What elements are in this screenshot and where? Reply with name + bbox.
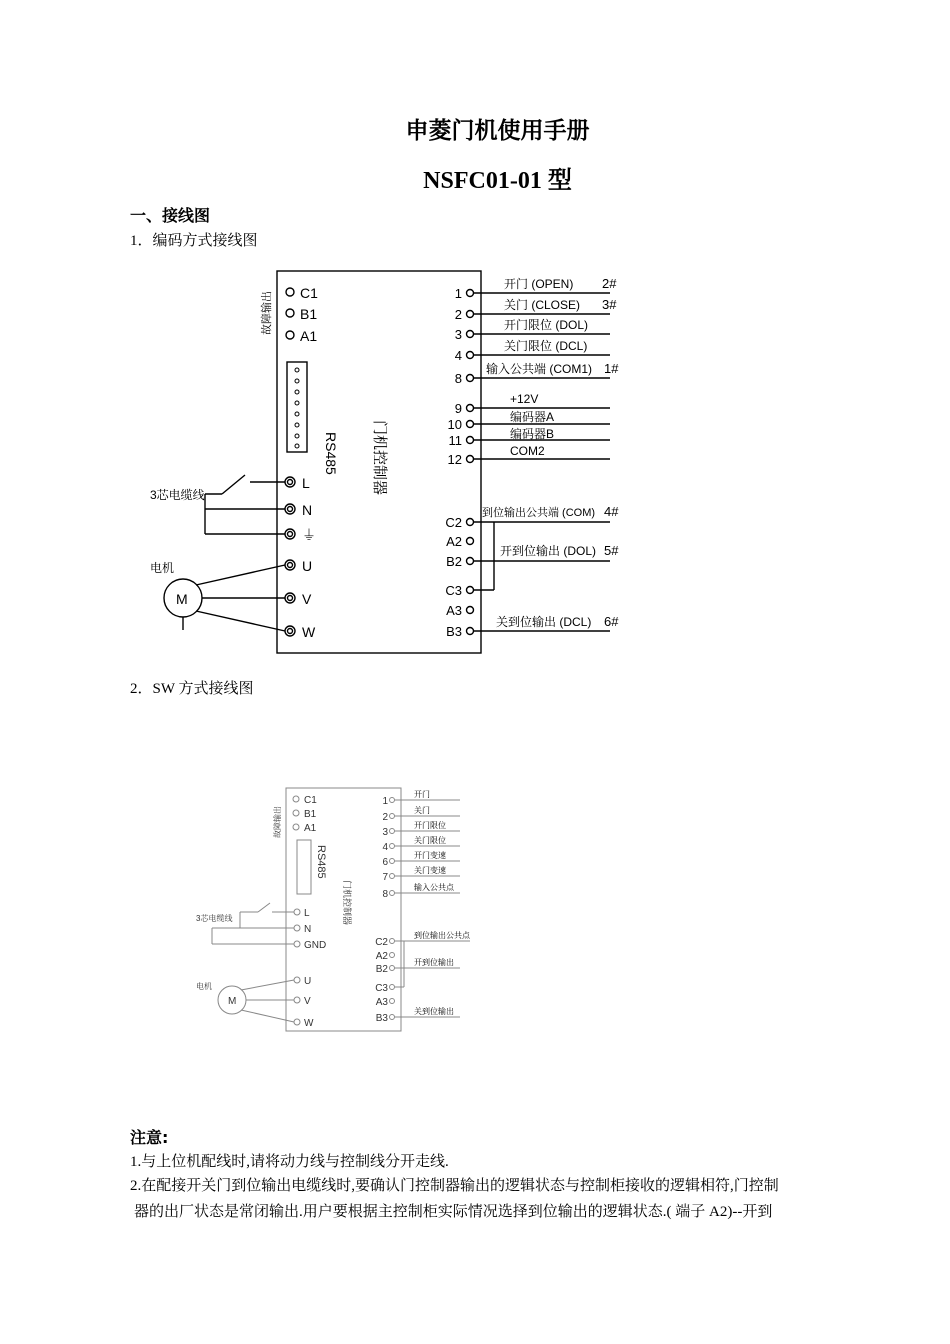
t2-b3: B3 [375,1013,388,1024]
term-3: 3 [454,327,462,342]
label-w: W [302,624,316,640]
term-1: 1 [454,286,462,301]
l2-close-speed: 关门变速 [414,866,446,875]
label-com1: 输入公共端 (COM1) [486,362,592,376]
num-1: 1# [604,361,619,376]
motor-label-m: M [176,591,188,607]
controller2-label: 门机控制器 [342,880,352,926]
term-9: 9 [454,401,462,416]
l2-out-com: 到位输出公共点 [414,931,470,940]
l2-open-speed: 开门变速 [414,851,446,860]
motor2-m: M [228,996,237,1007]
subsection-encoder: 1．编码方式接线图 [130,233,258,249]
l2-close: 关门 [414,806,430,815]
l2-com: 输入公共点 [414,883,454,892]
term-a3: A3 [446,603,462,618]
term-c3: C3 [445,583,462,598]
t2-8: 8 [382,889,388,900]
label2-l: L [304,908,310,919]
t2-3: 3 [382,827,388,838]
note-1: 1.与上位机配线时,请将动力线与控制线分开走线. [130,1154,449,1170]
motor-label: 电机 [150,561,175,575]
label-dcl: 关门限位 (DCL) [504,339,588,353]
num-4: 4# [604,504,619,519]
label2-w: W [304,1018,314,1029]
label2-gnd: GND [304,940,327,951]
label-close: 关门 (CLOSE) [504,298,581,312]
model-title: NSFC01-01 型 [423,168,572,194]
l2-dcl: 关门限位 [414,836,446,845]
note-2 [130,1173,870,1225]
term-c2: C2 [445,515,462,530]
l2-open: 开门 [414,790,430,799]
fault-output-label: 故障输出 [261,291,273,335]
document-title: 申菱门机使用手册 [405,118,590,144]
label-12v: +12V [510,392,539,406]
label2-v: V [304,996,311,1007]
l2-out-dol: 开到位输出 [414,958,454,967]
label-dol: 开门限位 (DOL) [504,318,589,332]
num-3: 3# [602,297,617,312]
label-com2: COM2 [510,444,545,458]
rs485-connector-2 [297,840,311,894]
t2-b2: B2 [375,964,388,975]
motor2-label: 电机 [196,982,212,991]
label-c1: C1 [300,285,318,301]
label2-a1: A1 [304,823,317,834]
t2-c3: C3 [375,983,388,994]
num-6: 6# [604,614,619,629]
label-encoder-b: 编码器B [510,427,555,441]
t2-a3: A3 [375,997,388,1008]
term-b2: B2 [446,554,462,569]
fault2-label: 故障输出 [273,806,282,838]
num-5: 5# [604,543,619,558]
label-u: U [302,558,313,574]
section-heading: 一、接线图 [130,206,211,225]
label-v: V [302,591,312,607]
term-b3: B3 [446,624,462,639]
controller-label: 门机控制器 [371,420,388,496]
term-10: 10 [447,417,462,432]
rs485-2-label: RS485 [315,845,327,879]
label2-u: U [304,976,312,987]
t2-a2: A2 [375,951,388,962]
t2-2: 2 [382,812,388,823]
t2-4: 4 [382,842,388,853]
l2-out-dcl: 关到位输出 [414,1007,454,1016]
cable2-label: 3芯电缆线 [196,914,233,923]
term-8: 8 [454,371,462,386]
label2-c1: C1 [304,795,317,806]
t2-7: 7 [382,872,388,883]
label-out-dcl: 关到位输出 (DCL) [496,615,592,629]
label-out-dol: 开到位输出 (DOL) [500,544,597,558]
term-a2: A2 [446,534,462,549]
label-a1: A1 [300,328,318,344]
label2-b1: B1 [304,809,317,820]
note-2-line-1: 2.在配接开关门到位输出电缆线时,要确认门控制器输出的逻辑状态与控制柜接收的逻辑相符,门控制 [130,1178,779,1194]
notes-heading: 注意: [130,1128,169,1147]
label-n: N [302,502,313,518]
label-open: 开门 (OPEN) [504,277,574,291]
t2-1: 1 [382,796,388,807]
l2-dol: 开门限位 [414,821,446,830]
num-2: 2# [602,276,617,291]
label-l: L [302,475,310,491]
label2-n: N [304,924,312,935]
term-2: 2 [454,307,462,322]
label-b1: B1 [300,306,318,322]
term-4: 4 [454,348,462,363]
label-encoder-a: 编码器A [510,410,555,424]
subsection-sw: 2．SW 方式接线图 [130,681,254,697]
cable-label: 3芯电缆线 [150,488,205,502]
note-2-line-2: 器的出厂状态是常闭输出.用户要根据主控制柜实际情况选择到位输出的逻辑状态.( 端子 A2)--开到 [134,1204,773,1220]
label-ground: ⏚ [302,527,316,543]
rs485-label: RS485 [323,432,339,475]
t2-6: 6 [382,857,388,868]
label-out-com: 到位输出公共端 (COM) [482,507,596,519]
t2-c2: C2 [375,937,388,948]
term-11: 11 [448,433,462,448]
term-12: 12 [447,452,462,467]
